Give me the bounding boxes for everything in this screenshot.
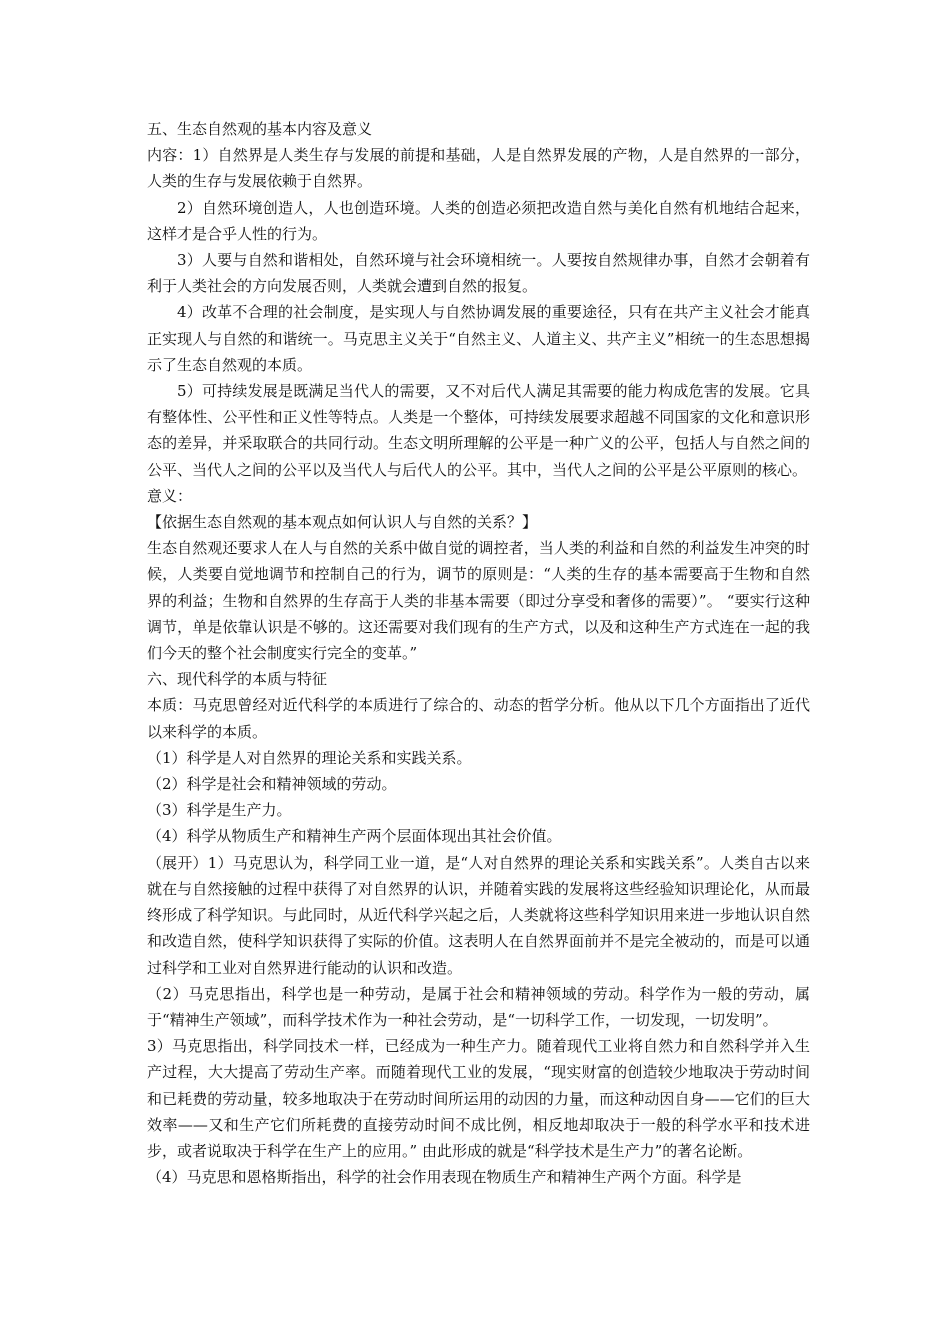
document-page [147, 116, 810, 1190]
paragraph-significance-label: 意义： [147, 486, 193, 505]
paragraph-expand-4: （4）马克思和恩格斯指出，科学的社会作用表现在物质生产和精神生产两个方面。科学是 [147, 1168, 742, 1187]
paragraph-content-4: 4）改革不合理的社会制度，是实现人与自然协调发展的重要途径，只有在共产主义社会才能真正实现人与自然的和谐统一。马克思主义关于“自然主义、人道主义、共产主义”相统一的生态思想揭示了生态自然观的本质。 [147, 303, 810, 374]
list-item-4: （4）科学从物质生产和精神生产两个层面体现出其社会价值。 [147, 827, 562, 846]
section-heading-six: 六、现代科学的本质与特征 [147, 670, 328, 689]
list-item-2: （2）科学是社会和精神领域的劳动。 [147, 775, 397, 794]
section-heading-five: 五、生态自然观的基本内容及意义 [147, 120, 373, 138]
list-item-3: （3）科学是生产力。 [147, 801, 292, 820]
paragraph-content-3: 3）人要与自然和谐相处，自然环境与社会环境相统一。人要按自然规律办事，自然才会朝着有利于人类社会的方向发展否则，人类就会遭到自然的报复。 [147, 251, 810, 296]
paragraph-answer: 生态自然观还要求人在人与自然的关系中做自觉的调控者，当人类的利益和自然的利益发生冲突的时候，人类要自觉地调节和控制自己的行为，调节的原则是：“人类的生存的基本需要高于生物和自然界的利益；生物和自然界的生存高于人类的非基本需要（即过分享受和奢侈的需要）”。 “要实行这种调节，单是依靠认识是不够的。这还需要对我们现有的生产方式，以及和这种生产方式连在一起的我们今天的整个社会制度实行完全的变革。” [147, 539, 810, 663]
paragraph-content-5: 5）可持续发展是既满足当代人的需要，又不对后代人满足其需要的能力构成危害的发展。它具有整体性、公平性和正义性等特点。人类是一个整体，可持续发展要求超越不同国家的文化和意识形态的差异，并采取联合的共同行动。生态文明所理解的公平是一种广义的公平，包括人与自然之间的公平、当代人之间的公平以及当代人与后代人的公平。其中，当代人之间的公平是公平原则的核心。 [147, 382, 810, 479]
paragraph-essence: 本质：马克思曾经对近代科学的本质进行了综合的、动态的哲学分析。他从以下几个方面指出了近代以来科学的本质。 [147, 696, 810, 741]
paragraph-expand-1: （展开）1）马克思认为，科学同工业一道，是“人对自然界的理论关系和实践关系”。人类自古以来就在与自然接触的过程中获得了对自然界的认识，并随着实践的发展将这些经验知识理论化，从而最终形成了科学知识。与此同时，从近代科学兴起之后，人类就将这些科学知识用来进一步地认识自然和改造自然，使科学知识获得了实际的价值。这表明人在自然界面前并不是完全被动的，而是可以通过科学和工业对自然界进行能动的认识和改造。 [147, 853, 810, 977]
list-item-1: （1）科学是人对自然界的理论关系和实践关系。 [147, 748, 472, 767]
paragraph-content-2: 2）自然环境创造人，人也创造环境。人类的创造必须把改造自然与美化自然有机地结合起来，这样才是合乎人性的行为。 [147, 198, 810, 243]
paragraph-question: 【依据生态自然观的基本观点如何认识人与自然的关系？】 [147, 513, 538, 532]
paragraph-expand-2: （2）马克思指出，科学也是一种劳动，是属于社会和精神领域的劳动。科学作为一般的劳动，属于“精神生产领域”，而科学技术作为一种社会劳动，是“一切科学工作，一切发现，一切发明”。 [147, 984, 810, 1029]
paragraph-expand-3: 3）马克思指出，科学同技术一样，已经成为一种生产力。随着现代工业将自然力和自然科学并入生产过程，大大提高了劳动生产率。而随着现代工业的发展，“现实财富的创造较少地取决于劳动时间和已耗费的劳动量，较多地取决于在劳动时间所运用的动因的力量，而这种动因自身——它们的巨大效率——又和生产它们所耗费的直接劳动时间不成比例，相反地却取决于一般的科学水平和技术进步，或者说取决于科学在生产上的应用。” 由此形成的就是“科学技术是生产力”的著名论断。 [147, 1037, 810, 1160]
paragraph-content-1: 内容：1）自然界是人类生存与发展的前提和基础，人是自然界发展的产物，人是自然界的一部分，人类的生存与发展依赖于自然界。 [147, 146, 810, 191]
